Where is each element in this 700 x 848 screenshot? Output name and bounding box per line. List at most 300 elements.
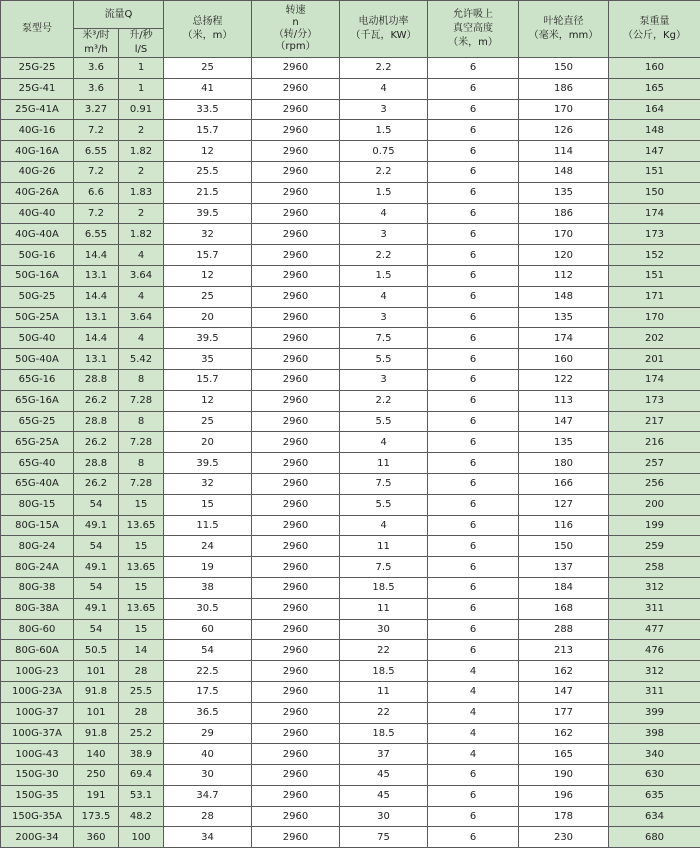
header-weight-unit: （公斤，Kg） xyxy=(609,29,700,43)
flow-m3-cell: 14.4 xyxy=(74,328,119,349)
table-row xyxy=(1,536,700,557)
flow-ls-cell: 5.42 xyxy=(119,349,164,370)
flow-ls-cell: 28 xyxy=(119,702,164,723)
table-row xyxy=(1,349,700,370)
flow-m3-cell: 13.1 xyxy=(74,349,119,370)
flow-ls-cell: 0.91 xyxy=(119,99,164,120)
speed-cell: 2960 xyxy=(252,806,340,827)
table-row xyxy=(1,245,700,266)
power-cell: 5.5 xyxy=(340,411,428,432)
table-row xyxy=(1,765,700,786)
head-cell: 15 xyxy=(164,494,252,515)
npsh-cell: 6 xyxy=(428,349,519,370)
npsh-cell: 6 xyxy=(428,182,519,203)
model-cell: 65G-16 xyxy=(1,369,74,390)
flow-ls-cell: 2 xyxy=(119,120,164,141)
flow-m3-cell: 7.2 xyxy=(74,120,119,141)
model-cell: 50G-16A xyxy=(1,265,74,286)
header-impeller xyxy=(519,1,609,58)
model-cell: 80G-38 xyxy=(1,577,74,598)
speed-cell: 2960 xyxy=(252,390,340,411)
model-cell: 100G-23A xyxy=(1,681,74,702)
model-cell: 65G-16A xyxy=(1,390,74,411)
power-cell: 22 xyxy=(340,702,428,723)
npsh-cell: 6 xyxy=(428,141,519,162)
table-row xyxy=(1,453,700,474)
head-cell: 15.7 xyxy=(164,120,252,141)
flow-ls-cell: 13.65 xyxy=(119,598,164,619)
speed-cell: 2960 xyxy=(252,619,340,640)
weight-cell: 634 xyxy=(609,806,700,827)
weight-cell: 476 xyxy=(609,640,700,661)
table-row xyxy=(1,723,700,744)
npsh-cell: 6 xyxy=(428,536,519,557)
flow-m3-cell: 49.1 xyxy=(74,515,119,536)
model-cell: 65G-40A xyxy=(1,473,74,494)
table-row xyxy=(1,806,700,827)
head-cell: 33.5 xyxy=(164,99,252,120)
impeller-cell: 114 xyxy=(519,141,609,162)
model-cell: 65G-40 xyxy=(1,453,74,474)
header-model: 泵型号 xyxy=(1,1,74,58)
model-cell: 100G-23 xyxy=(1,661,74,682)
npsh-cell: 4 xyxy=(428,702,519,723)
flow-ls-cell: 7.28 xyxy=(119,432,164,453)
model-cell: 40G-16 xyxy=(1,120,74,141)
speed-cell: 2960 xyxy=(252,765,340,786)
model-cell: 50G-16 xyxy=(1,245,74,266)
weight-cell: 152 xyxy=(609,245,700,266)
power-cell: 18.5 xyxy=(340,661,428,682)
weight-cell: 173 xyxy=(609,390,700,411)
speed-cell: 2960 xyxy=(252,411,340,432)
impeller-cell: 120 xyxy=(519,245,609,266)
flow-m3-cell: 13.1 xyxy=(74,307,119,328)
header-speed-line: 转速 xyxy=(252,5,339,17)
model-cell: 40G-16A xyxy=(1,141,74,162)
header-power xyxy=(340,1,428,58)
npsh-cell: 6 xyxy=(428,494,519,515)
impeller-cell: 113 xyxy=(519,390,609,411)
flow-ls-cell: 4 xyxy=(119,286,164,307)
flow-m3-cell: 54 xyxy=(74,577,119,598)
weight-cell: 258 xyxy=(609,557,700,578)
power-cell: 2.2 xyxy=(340,390,428,411)
table-row xyxy=(1,224,700,245)
weight-cell: 174 xyxy=(609,203,700,224)
speed-cell: 2960 xyxy=(252,785,340,806)
npsh-cell: 4 xyxy=(428,661,519,682)
model-cell: 25G-25 xyxy=(1,58,74,79)
power-cell: 7.5 xyxy=(340,328,428,349)
flow-m3-cell: 3.6 xyxy=(74,58,119,79)
header-head xyxy=(164,1,252,58)
header-power-unit: （千瓦，KW） xyxy=(340,29,427,43)
power-cell: 5.5 xyxy=(340,494,428,515)
model-cell: 80G-24 xyxy=(1,536,74,557)
model-cell: 80G-60 xyxy=(1,619,74,640)
impeller-cell: 170 xyxy=(519,99,609,120)
speed-cell: 2960 xyxy=(252,536,340,557)
head-cell: 20 xyxy=(164,432,252,453)
model-cell: 65G-25A xyxy=(1,432,74,453)
head-cell: 25.5 xyxy=(164,161,252,182)
impeller-cell: 135 xyxy=(519,432,609,453)
header-flow-ls-cn: 升/秒 xyxy=(119,29,163,43)
head-cell: 22.5 xyxy=(164,661,252,682)
model-cell: 40G-40 xyxy=(1,203,74,224)
table-row xyxy=(1,702,700,723)
power-cell: 22 xyxy=(340,640,428,661)
npsh-cell: 6 xyxy=(428,827,519,848)
weight-cell: 151 xyxy=(609,161,700,182)
npsh-cell: 6 xyxy=(428,411,519,432)
flow-ls-cell: 15 xyxy=(119,619,164,640)
flow-ls-cell: 15 xyxy=(119,577,164,598)
power-cell: 4 xyxy=(340,78,428,99)
power-cell: 7.5 xyxy=(340,473,428,494)
model-cell: 80G-15A xyxy=(1,515,74,536)
head-cell: 38 xyxy=(164,577,252,598)
npsh-cell: 4 xyxy=(428,723,519,744)
model-cell: 150G-30 xyxy=(1,765,74,786)
table-row xyxy=(1,328,700,349)
head-cell: 21.5 xyxy=(164,182,252,203)
table-row xyxy=(1,473,700,494)
flow-ls-cell: 48.2 xyxy=(119,806,164,827)
impeller-cell: 112 xyxy=(519,265,609,286)
head-cell: 25 xyxy=(164,286,252,307)
impeller-cell: 186 xyxy=(519,78,609,99)
head-cell: 12 xyxy=(164,141,252,162)
impeller-cell: 170 xyxy=(519,224,609,245)
impeller-cell: 177 xyxy=(519,702,609,723)
flow-ls-cell: 3.64 xyxy=(119,265,164,286)
npsh-cell: 6 xyxy=(428,58,519,79)
weight-cell: 312 xyxy=(609,661,700,682)
table-row xyxy=(1,99,700,120)
weight-cell: 217 xyxy=(609,411,700,432)
speed-cell: 2960 xyxy=(252,744,340,765)
impeller-cell: 196 xyxy=(519,785,609,806)
speed-cell: 2960 xyxy=(252,182,340,203)
header-speed-unit-cn: （转/分） xyxy=(252,29,339,41)
model-cell: 80G-15 xyxy=(1,494,74,515)
speed-cell: 2960 xyxy=(252,640,340,661)
flow-m3-cell: 54 xyxy=(74,536,119,557)
power-cell: 4 xyxy=(340,515,428,536)
npsh-cell: 6 xyxy=(428,265,519,286)
weight-cell: 199 xyxy=(609,515,700,536)
flow-m3-cell: 173.5 xyxy=(74,806,119,827)
impeller-cell: 148 xyxy=(519,286,609,307)
impeller-cell: 178 xyxy=(519,806,609,827)
speed-cell: 2960 xyxy=(252,161,340,182)
header-weight-line: 泵重量 xyxy=(609,15,700,29)
header-power-line: 电动机功率 xyxy=(340,15,427,29)
head-cell: 25 xyxy=(164,411,252,432)
table-row xyxy=(1,640,700,661)
npsh-cell: 6 xyxy=(428,640,519,661)
weight-cell: 256 xyxy=(609,473,700,494)
weight-cell: 170 xyxy=(609,307,700,328)
npsh-cell: 6 xyxy=(428,557,519,578)
npsh-cell: 6 xyxy=(428,328,519,349)
speed-cell: 2960 xyxy=(252,224,340,245)
impeller-cell: 137 xyxy=(519,557,609,578)
table-row xyxy=(1,286,700,307)
npsh-cell: 4 xyxy=(428,681,519,702)
npsh-cell: 6 xyxy=(428,473,519,494)
table-row xyxy=(1,827,700,848)
weight-cell: 164 xyxy=(609,99,700,120)
header-flow-m3-unit: m³/h xyxy=(74,43,118,57)
power-cell: 2.2 xyxy=(340,161,428,182)
flow-m3-cell: 6.55 xyxy=(74,224,119,245)
weight-cell: 174 xyxy=(609,369,700,390)
flow-ls-cell: 1 xyxy=(119,58,164,79)
header-flow: 流量Q xyxy=(74,1,164,29)
power-cell: 45 xyxy=(340,765,428,786)
speed-cell: 2960 xyxy=(252,78,340,99)
npsh-cell: 6 xyxy=(428,515,519,536)
weight-cell: 148 xyxy=(609,120,700,141)
table-row xyxy=(1,411,700,432)
npsh-cell: 6 xyxy=(428,286,519,307)
model-cell: 50G-40 xyxy=(1,328,74,349)
head-cell: 28 xyxy=(164,806,252,827)
table-row xyxy=(1,141,700,162)
table-row xyxy=(1,744,700,765)
impeller-cell: 116 xyxy=(519,515,609,536)
model-cell: 100G-37 xyxy=(1,702,74,723)
weight-cell: 201 xyxy=(609,349,700,370)
weight-cell: 151 xyxy=(609,265,700,286)
flow-ls-cell: 1.83 xyxy=(119,182,164,203)
table-row xyxy=(1,515,700,536)
speed-cell: 2960 xyxy=(252,453,340,474)
table-row xyxy=(1,681,700,702)
header-npsh-line1: 允许吸上 xyxy=(428,8,518,22)
head-cell: 39.5 xyxy=(164,328,252,349)
speed-cell: 2960 xyxy=(252,120,340,141)
model-cell: 200G-34 xyxy=(1,827,74,848)
npsh-cell: 6 xyxy=(428,245,519,266)
npsh-cell: 6 xyxy=(428,390,519,411)
head-cell: 12 xyxy=(164,265,252,286)
header-flow-m3-cn: 米³/时 xyxy=(74,29,118,43)
speed-cell: 2960 xyxy=(252,286,340,307)
speed-cell: 2960 xyxy=(252,557,340,578)
power-cell: 11 xyxy=(340,598,428,619)
weight-cell: 150 xyxy=(609,182,700,203)
impeller-cell: 150 xyxy=(519,58,609,79)
model-cell: 150G-35 xyxy=(1,785,74,806)
flow-m3-cell: 7.2 xyxy=(74,161,119,182)
flow-ls-cell: 25.2 xyxy=(119,723,164,744)
flow-m3-cell: 49.1 xyxy=(74,557,119,578)
weight-cell: 202 xyxy=(609,328,700,349)
speed-cell: 2960 xyxy=(252,245,340,266)
head-cell: 35 xyxy=(164,349,252,370)
head-cell: 32 xyxy=(164,224,252,245)
npsh-cell: 6 xyxy=(428,120,519,141)
flow-ls-cell: 14 xyxy=(119,640,164,661)
head-cell: 30.5 xyxy=(164,598,252,619)
model-cell: 65G-25 xyxy=(1,411,74,432)
model-cell: 40G-26 xyxy=(1,161,74,182)
impeller-cell: 288 xyxy=(519,619,609,640)
flow-ls-cell: 28 xyxy=(119,661,164,682)
flow-ls-cell: 3.64 xyxy=(119,307,164,328)
speed-cell: 2960 xyxy=(252,58,340,79)
flow-m3-cell: 14.4 xyxy=(74,245,119,266)
power-cell: 1.5 xyxy=(340,120,428,141)
head-cell: 54 xyxy=(164,640,252,661)
table-row xyxy=(1,432,700,453)
weight-cell: 635 xyxy=(609,785,700,806)
power-cell: 4 xyxy=(340,203,428,224)
table-row xyxy=(1,557,700,578)
impeller-cell: 184 xyxy=(519,577,609,598)
table-row xyxy=(1,265,700,286)
impeller-cell: 186 xyxy=(519,203,609,224)
power-cell: 37 xyxy=(340,744,428,765)
power-cell: 5.5 xyxy=(340,349,428,370)
flow-ls-cell: 8 xyxy=(119,453,164,474)
weight-cell: 165 xyxy=(609,78,700,99)
weight-cell: 477 xyxy=(609,619,700,640)
power-cell: 2.2 xyxy=(340,58,428,79)
flow-ls-cell: 13.65 xyxy=(119,557,164,578)
header-flow-ls-unit: l/S xyxy=(119,43,163,57)
npsh-cell: 6 xyxy=(428,161,519,182)
weight-cell: 160 xyxy=(609,58,700,79)
power-cell: 30 xyxy=(340,619,428,640)
flow-ls-cell: 4 xyxy=(119,245,164,266)
model-cell: 80G-24A xyxy=(1,557,74,578)
npsh-cell: 6 xyxy=(428,307,519,328)
weight-cell: 399 xyxy=(609,702,700,723)
model-cell: 25G-41 xyxy=(1,78,74,99)
power-cell: 0.75 xyxy=(340,141,428,162)
weight-cell: 398 xyxy=(609,723,700,744)
weight-cell: 200 xyxy=(609,494,700,515)
speed-cell: 2960 xyxy=(252,702,340,723)
head-cell: 11.5 xyxy=(164,515,252,536)
flow-ls-cell: 53.1 xyxy=(119,785,164,806)
model-cell: 40G-40A xyxy=(1,224,74,245)
npsh-cell: 6 xyxy=(428,598,519,619)
speed-cell: 2960 xyxy=(252,307,340,328)
npsh-cell: 6 xyxy=(428,785,519,806)
power-cell: 11 xyxy=(340,453,428,474)
head-cell: 60 xyxy=(164,619,252,640)
model-cell: 50G-25A xyxy=(1,307,74,328)
table-row xyxy=(1,369,700,390)
flow-ls-cell: 15 xyxy=(119,536,164,557)
head-cell: 25 xyxy=(164,58,252,79)
speed-cell: 2960 xyxy=(252,349,340,370)
model-cell: 80G-38A xyxy=(1,598,74,619)
flow-m3-cell: 26.2 xyxy=(74,432,119,453)
head-cell: 17.5 xyxy=(164,681,252,702)
flow-ls-cell: 1 xyxy=(119,78,164,99)
flow-m3-cell: 3.6 xyxy=(74,78,119,99)
flow-ls-cell: 15 xyxy=(119,494,164,515)
head-cell: 20 xyxy=(164,307,252,328)
impeller-cell: 190 xyxy=(519,765,609,786)
flow-m3-cell: 3.27 xyxy=(74,99,119,120)
speed-cell: 2960 xyxy=(252,265,340,286)
impeller-cell: 160 xyxy=(519,349,609,370)
header-speed-unit: （rpm） xyxy=(252,41,339,53)
npsh-cell: 6 xyxy=(428,806,519,827)
header-flow-m3 xyxy=(74,29,119,58)
flow-ls-cell: 8 xyxy=(119,411,164,432)
npsh-cell: 6 xyxy=(428,453,519,474)
flow-m3-cell: 250 xyxy=(74,765,119,786)
head-cell: 15.7 xyxy=(164,245,252,266)
flow-m3-cell: 13.1 xyxy=(74,265,119,286)
flow-m3-cell: 101 xyxy=(74,702,119,723)
head-cell: 34.7 xyxy=(164,785,252,806)
flow-ls-cell: 4 xyxy=(119,328,164,349)
npsh-cell: 6 xyxy=(428,203,519,224)
flow-m3-cell: 28.8 xyxy=(74,453,119,474)
flow-m3-cell: 101 xyxy=(74,661,119,682)
model-cell: 100G-43 xyxy=(1,744,74,765)
flow-ls-cell: 100 xyxy=(119,827,164,848)
impeller-cell: 135 xyxy=(519,182,609,203)
weight-cell: 340 xyxy=(609,744,700,765)
head-cell: 30 xyxy=(164,765,252,786)
flow-m3-cell: 50.5 xyxy=(74,640,119,661)
table-row xyxy=(1,661,700,682)
table-row xyxy=(1,598,700,619)
power-cell: 1.5 xyxy=(340,265,428,286)
impeller-cell: 162 xyxy=(519,723,609,744)
flow-m3-cell: 6.6 xyxy=(74,182,119,203)
weight-cell: 147 xyxy=(609,141,700,162)
weight-cell: 312 xyxy=(609,577,700,598)
table-row xyxy=(1,203,700,224)
speed-cell: 2960 xyxy=(252,681,340,702)
flow-m3-cell: 26.2 xyxy=(74,473,119,494)
header-npsh-line2: 真空高度 xyxy=(428,22,518,36)
header-head-line: 总扬程 xyxy=(164,15,251,29)
flow-m3-cell: 54 xyxy=(74,619,119,640)
power-cell: 30 xyxy=(340,806,428,827)
table-row xyxy=(1,161,700,182)
model-cell: 25G-41A xyxy=(1,99,74,120)
speed-cell: 2960 xyxy=(252,661,340,682)
impeller-cell: 147 xyxy=(519,681,609,702)
head-cell: 19 xyxy=(164,557,252,578)
impeller-cell: 127 xyxy=(519,494,609,515)
head-cell: 12 xyxy=(164,390,252,411)
speed-cell: 2960 xyxy=(252,99,340,120)
model-cell: 100G-37A xyxy=(1,723,74,744)
flow-m3-cell: 6.55 xyxy=(74,141,119,162)
flow-ls-cell: 2 xyxy=(119,203,164,224)
table-row xyxy=(1,182,700,203)
npsh-cell: 4 xyxy=(428,744,519,765)
header-npsh xyxy=(428,1,519,58)
flow-m3-cell: 91.8 xyxy=(74,681,119,702)
speed-cell: 2960 xyxy=(252,598,340,619)
flow-ls-cell: 1.82 xyxy=(119,224,164,245)
